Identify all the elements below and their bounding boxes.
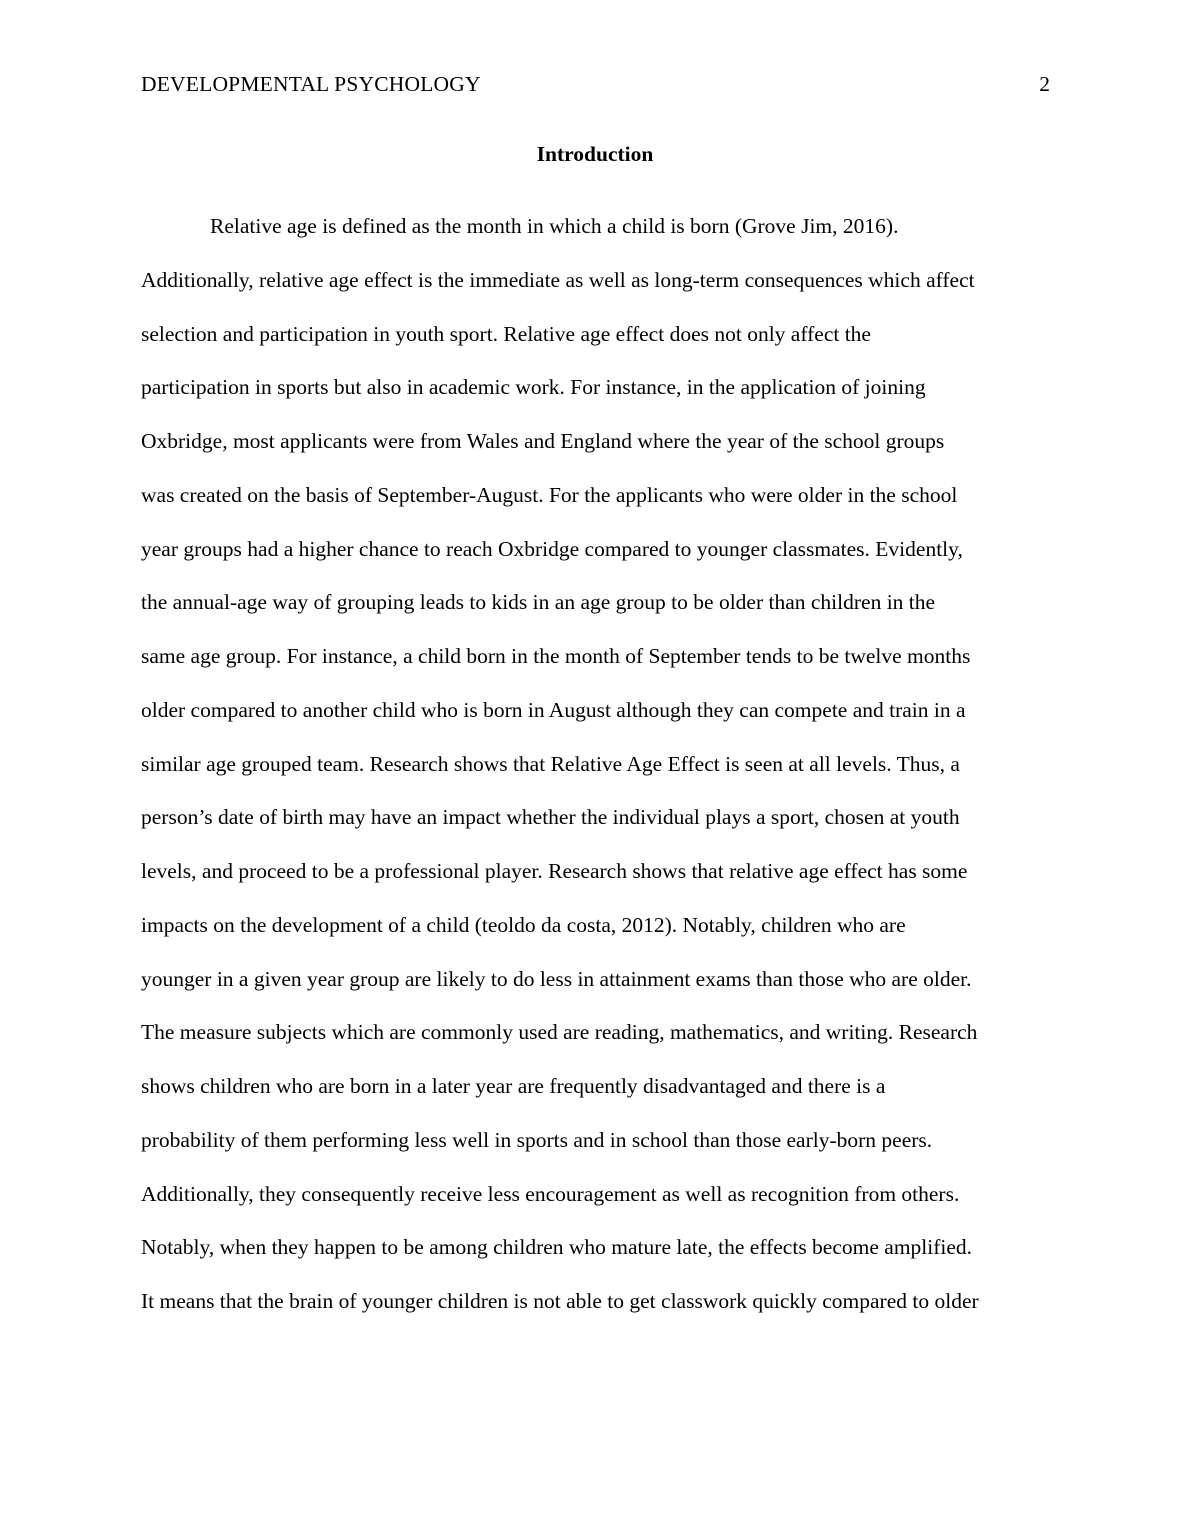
paragraph-line: older compared to another child who is born in August although they can compete and train in a [141,697,966,722]
paragraph-line: impacts on the development of a child (teoldo da costa, 2012). Notably, children who are [141,912,906,937]
paragraph-line: Additionally, relative age effect is the immediate as well as long-term consequences which affect [141,267,975,292]
paragraph-line: Relative age is defined as the month in which a child is born (Grove Jim, 2016). [210,214,899,238]
paragraph-line: Additionally, they consequently receive less encouragement as well as recognition from others. [141,1181,960,1206]
running-head: DEVELOPMENTAL PSYCHOLOGY [141,72,481,96]
paragraph-line: same age group. For instance, a child born in the month of September tends to be twelve months [141,644,971,668]
paragraph-line: probability of them performing less well in sports and in school than those early-born peers. [141,1127,933,1152]
page-number: 2 [1039,72,1050,96]
paragraph-line: It means that the brain of younger children is not able to get classwork quickly compared to older [141,1289,979,1313]
paragraph-line: was created on the basis of September-August. For the applicants who were older in the school [141,482,958,507]
paragraph-line: The measure subjects which are commonly used are reading, mathematics, and writing. Research [141,1020,978,1045]
paragraph-line: levels, and proceed to be a professional player. Research shows that relative age effect has some [141,859,968,883]
paragraph-line: participation in sports but also in academic work. For instance, in the application of joining [141,375,926,400]
paragraph-line: younger in a given year group are likely to do less in attainment exams than those who are older. [141,966,972,991]
paragraph-line: selection and participation in youth sport. Relative age effect does not only affect the [141,321,871,346]
paragraph-line: Notably, when they happen to be among children who mature late, the effects become amplified. [141,1235,973,1260]
paragraph-line: Oxbridge, most applicants were from Wales and England where the year of the school groups [141,429,945,453]
body-paragraph [141,211,1056,1340]
paragraph-line: shows children who are born in a later year are frequently disadvantaged and there is a [141,1074,886,1098]
paragraph-line: similar age grouped team. Research shows that Relative Age Effect is seen at all levels. Thus, a [141,751,960,776]
paragraph-line: person’s date of birth may have an impact whether the individual plays a sport, chosen at youth [141,805,960,830]
paragraph-line: year groups had a higher chance to reach Oxbridge compared to younger classmates. Evidently, [141,536,963,561]
section-heading: Introduction [536,142,654,166]
paragraph-line: the annual-age way of grouping leads to kids in an age group to be older than children in the [141,590,936,615]
